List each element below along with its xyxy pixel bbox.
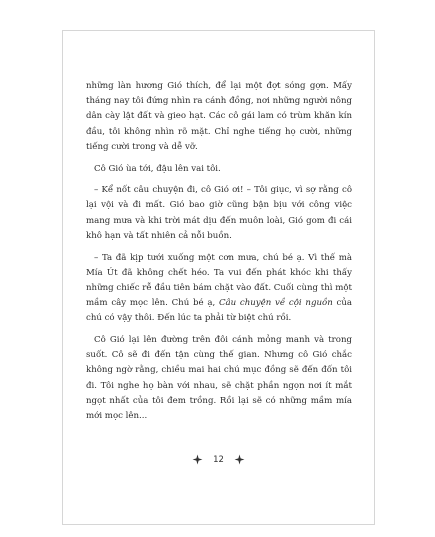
page-footer — [63, 454, 374, 465]
book-page — [62, 30, 375, 525]
star-icon — [192, 454, 203, 465]
paragraph-1: những làn hương Gió thích, để lại một đợt sóng gợn. Mấy tháng nay tôi đứng nhìn ra cánh đồng, nơi những người nông dân cày lật đất và gieo hạt. Các cô gái lam có trùm khăn kín đầu, tôi không nhìn rõ mặt. Chỉ nghe tiếng họ cười, những tiếng cười trong và dễ vỡ. — [86, 81, 352, 152]
paragraph-3: – Kể nốt câu chuyện đi, cô Gió ơi! – Tôi giục, vì sợ rằng cô lại vội và đi mất. Gió bao giờ cũng bận bịu với công việc mang mưa và khi trời mát dịu đến muôn loài, Gió gom đi cái khô hạn và tất nhiên cả nỗi buồn. — [86, 185, 352, 241]
star-icon — [234, 454, 245, 465]
paragraph-2: Cô Gió ùa tới, đậu lên vai tôi. — [94, 163, 221, 174]
paragraph-4-text-b: của chú có vậy thôi. Đến lúc ta phải từ biệt chú rồi. — [86, 298, 353, 324]
paragraph-5: Cô Gió lại lên đường trên đôi cánh mỏng manh và trong suốt. Cô sẽ đi đến tận cùng thế gian. Nhưng cô Gió chắc không ngờ rằng, chiều mai hai chú mục đồng sẽ đến đốn tôi đi. Tôi nghe họ bàn với nhau, sẽ chặt phần ngọn nơi ít mắt ngọt nhất của tôi đem trồng. Rồi lại sẽ có những mầm mía mới mọc lên... — [86, 335, 352, 422]
page-number: 12 — [213, 454, 224, 465]
page-body — [86, 79, 352, 431]
paragraph-4-italic-title: Câu chuyện về cội nguồn — [218, 298, 333, 309]
paragraph-4 — [86, 251, 352, 327]
paragraph-4-text-a: – Ta đã kịp tưới xuống một cơn mưa, chú bé ạ. Vì thế mà Mía Út đã không chết héo. Ta vui đến phát khóc khi thấy những chiếc rễ đầu tiên bám chặt vào đất. Cuối cùng thì một mầm cây mọc lên. Chú bé ạ, — [86, 252, 352, 309]
